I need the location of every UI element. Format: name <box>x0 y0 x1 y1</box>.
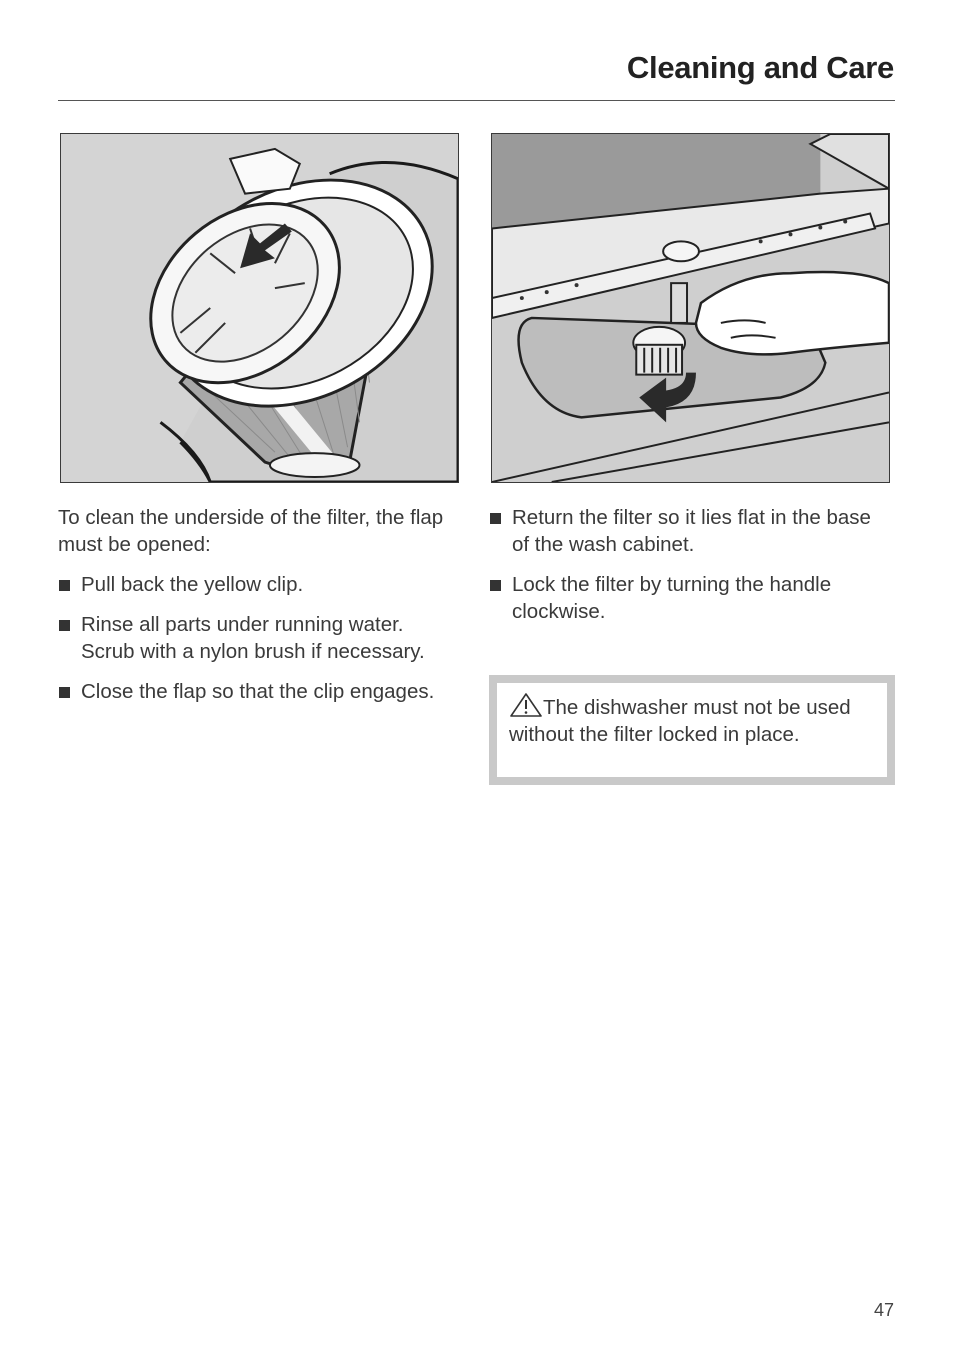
left-steps-list <box>58 571 458 705</box>
list-item <box>58 678 458 705</box>
filter-lock-illustration <box>491 133 890 483</box>
left-instructions <box>58 504 458 718</box>
warning-box <box>489 675 895 785</box>
step-text: Lock the filter by turning the handle clockwise. <box>512 573 832 623</box>
filter-flap-illustration <box>60 133 459 483</box>
warning-triangle-icon <box>509 693 543 717</box>
step-text: Pull back the yellow clip. <box>81 573 304 596</box>
title-rule <box>58 100 895 101</box>
square-bullet-icon <box>59 620 70 631</box>
square-bullet-icon <box>490 580 501 591</box>
list-item <box>489 504 889 558</box>
right-instructions <box>489 504 889 638</box>
list-item <box>58 611 458 665</box>
step-text: Rinse all parts under running water. Scrub with a nylon brush if necessary. <box>81 613 425 663</box>
step-text: Return the filter so it lies flat in the base of the wash cabinet. <box>512 506 871 556</box>
square-bullet-icon <box>59 687 70 698</box>
list-item <box>58 571 458 598</box>
page-title: Cleaning and Care <box>626 50 894 85</box>
right-steps-list <box>489 504 889 625</box>
square-bullet-icon <box>59 580 70 591</box>
square-bullet-icon <box>490 513 501 524</box>
list-item <box>489 571 889 625</box>
warning-text: The dishwasher must not be used without the filter locked in place. <box>509 696 851 746</box>
step-text: Close the flap so that the clip engages. <box>81 680 435 703</box>
intro-text: To clean the underside of the filter, the flap must be opened: <box>58 506 444 556</box>
page-number: 47 <box>873 1300 894 1320</box>
